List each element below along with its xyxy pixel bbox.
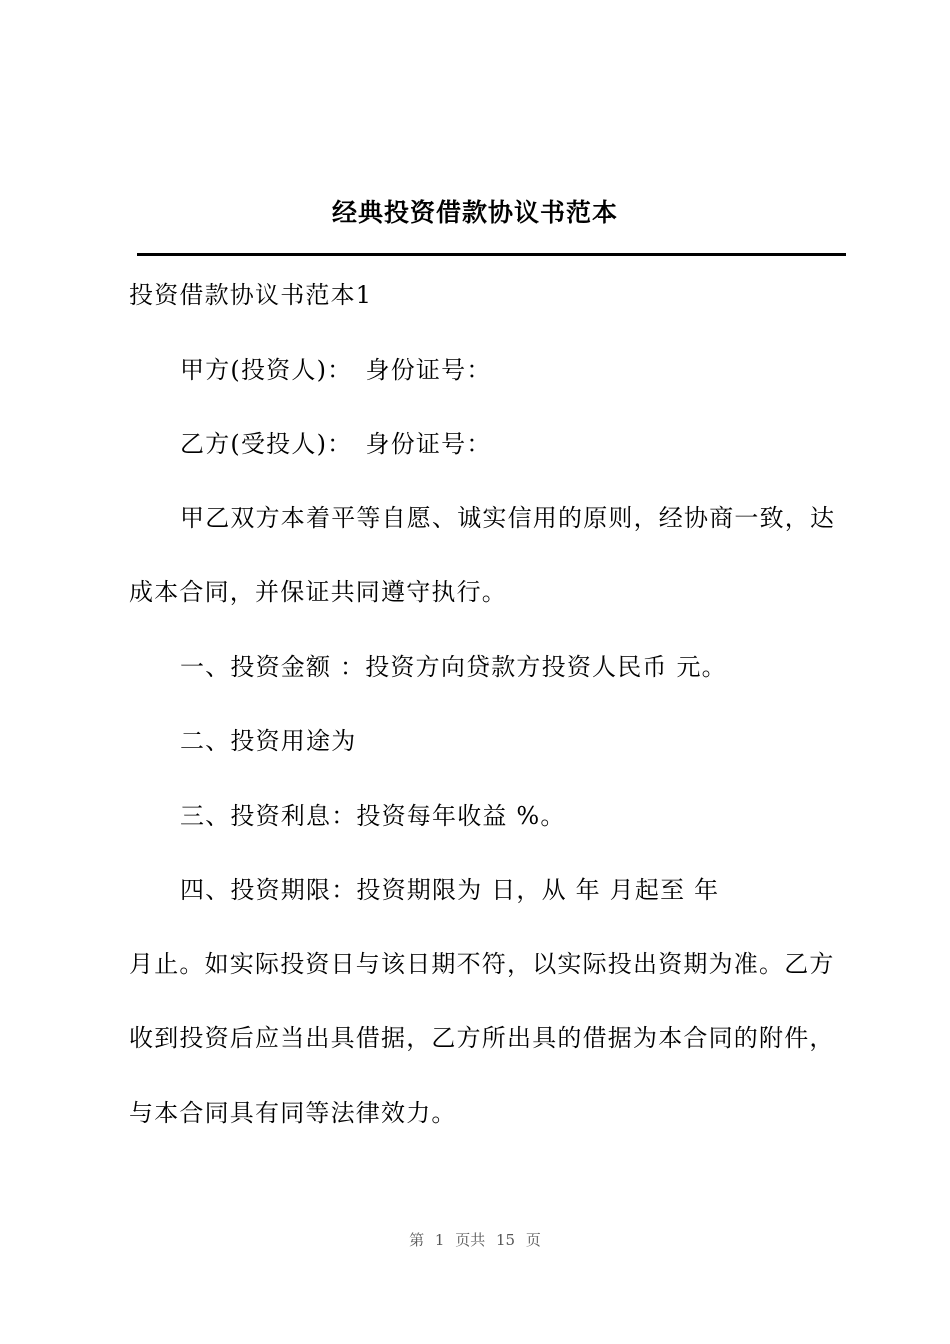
clause-investment-interest: 三、投资利息：投资每年收益 %。 — [180, 802, 566, 830]
intro-paragraph-line-1: 甲乙双方本着平等自愿、诚实信用的原则，经协商一致，达 — [180, 504, 836, 532]
clause-investment-term-line-2: 月止。如实际投资日与该日期不符，以实际投出资期为准。乙方 — [129, 950, 835, 978]
intro-paragraph-line-2: 成本合同，并保证共同遵守执行。 — [129, 578, 507, 606]
page-title: 经典投资借款协议书范本 — [331, 198, 618, 227]
title-divider — [137, 253, 846, 256]
section-heading: 投资借款协议书范本1 — [129, 281, 373, 309]
clause-investment-term-line-4: 与本合同具有同等法律效力。 — [129, 1099, 457, 1127]
page-number-footer: 第 1 页共 15 页 — [409, 1231, 541, 1249]
party-a-line: 甲方(投资人)： 身份证号： — [180, 356, 492, 384]
clause-investment-term-line-1: 四、投资期限：投资期限为 日，从 年 月起至 年 — [180, 876, 720, 904]
party-b-line: 乙方(受投人)： 身份证号： — [180, 430, 492, 458]
clause-investment-term-line-3: 收到投资后应当出具借据，乙方所出具的借据为本合同的附件， — [129, 1024, 835, 1052]
clause-investment-amount: 一、投资金额 ：投资方向贷款方投资人民币 元。 — [180, 653, 727, 681]
clause-investment-purpose: 二、投资用途为 — [180, 727, 357, 755]
